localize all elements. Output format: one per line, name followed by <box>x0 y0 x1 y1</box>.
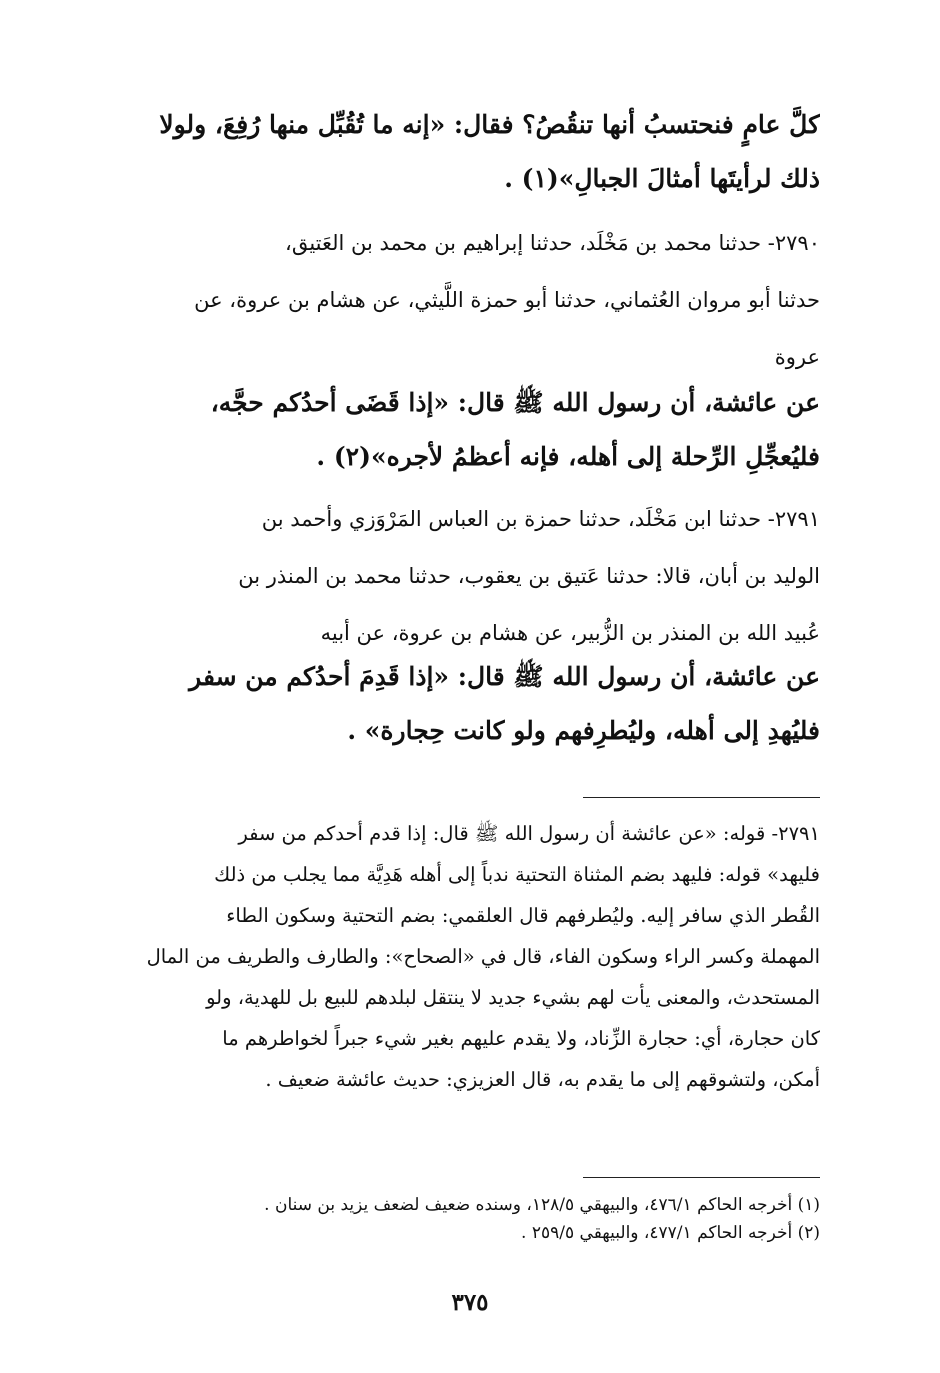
text-line: عن عائشة، أن رسول الله ﷺ قال: «إذا قَضَى أحدُكم حجَّه، <box>210 388 820 417</box>
text-line: عروة <box>774 345 820 369</box>
text-line: ٢٧٩٠- حدثنا محمد بن مَخْلَد، حدثنا إبراهيم بن محمد بن العَتيق، <box>285 231 820 255</box>
text-line: حدثنا أبو مروان العُثماني، حدثنا أبو حمزة اللَّيثي، عن هشام بن عروة، عن <box>194 288 820 312</box>
text-line: كلَّ عامٍ فنحتسبُ أنها تنقُصُ؟ فقال: «إنه ما تُقُبِّل منها رُفِعَ، ولولا <box>159 110 820 139</box>
hadith-text-continuation <box>118 98 820 206</box>
commentary-line: ٢٧٩١- قوله: «عن عائشة أن رسول الله ﷺ قال: إذا قدم أحدكم من سفر <box>238 822 820 845</box>
page-number: ٣٧٥ <box>451 1289 489 1316</box>
commentary-line: كان حجارة، أي: حجارة الزِّناد، ولا يقدم عليهم بغير شيء جبراً لخواطرهم ما <box>222 1027 820 1050</box>
commentary-line: أمكن، ولتشوقهم إلى ما يقدم به، قال العزيزي: حديث عائشة ضعيف . <box>265 1068 820 1091</box>
text-line: ذلك لرأيتَها أمثالَ الجبالِ»(١) . <box>504 164 820 193</box>
commentary-line: المستحدث، والمعنى يأت لهم بشيء جديد لا ينتقل لبلدهم للبيع بل للهدية، ولو <box>206 986 820 1009</box>
text-line: عن عائشة، أن رسول الله ﷺ قال: «إذا قَدِمَ أحدُكم من سفر <box>189 662 820 691</box>
footnote-1: (١) أخرجه الحاكم ٤٧٦/١، والبيهقي ١٢٨/٥، وسنده ضعيف لضعف يزيد بن سنان . <box>264 1195 820 1215</box>
hadith-text-2791 <box>118 650 820 758</box>
commentary <box>118 813 820 1100</box>
text-line: عُبيد الله بن المنذر بن الزُّبير، عن هشام بن عروة، عن أبيه <box>320 621 820 645</box>
text-line: الوليد بن أبان، قالا: حدثنا عَتيق بن يعقوب، حدثنا محمد بن المنذر بن <box>238 564 820 588</box>
text-line: فليُهدِ إلى أهله، وليُطرِفهم ولو كانت حِجارة» . <box>347 716 820 745</box>
commentary-line: المهملة وكسر الراء وسكون الفاء، قال في «الصحاح»: والطارف والطريف من المال <box>146 945 820 968</box>
footnote-separator <box>583 1177 820 1178</box>
isnad-2790 <box>118 215 820 386</box>
footnote-2: (٢) أخرجه الحاكم ٤٧٧/١، والبيهقي ٢٥٩/٥ . <box>521 1223 820 1243</box>
footnotes <box>118 1191 820 1247</box>
isnad-2791 <box>118 491 820 662</box>
text-line: فليُعجِّلِ الرِّحلة إلى أهله، فإنه أعظمُ لأجره»(٢) . <box>316 442 820 471</box>
commentary-line: القُطر الذي سافر إليه. وليُطرفهم قال العلقمي: بضم التحتية وسكون الطاء <box>226 904 820 927</box>
commentary-separator <box>583 797 820 798</box>
commentary-line: فليهد» قوله: فليهد بضم المثناة التحتية ندباً إلى أهله هَدِيَّة مما يجلب من ذلك <box>214 863 820 886</box>
text-line: ٢٧٩١- حدثنا ابن مَخْلَد، حدثنا حمزة بن العباس المَرْوَزي وأحمد بن <box>261 507 820 531</box>
hadith-text-2790 <box>118 376 820 484</box>
